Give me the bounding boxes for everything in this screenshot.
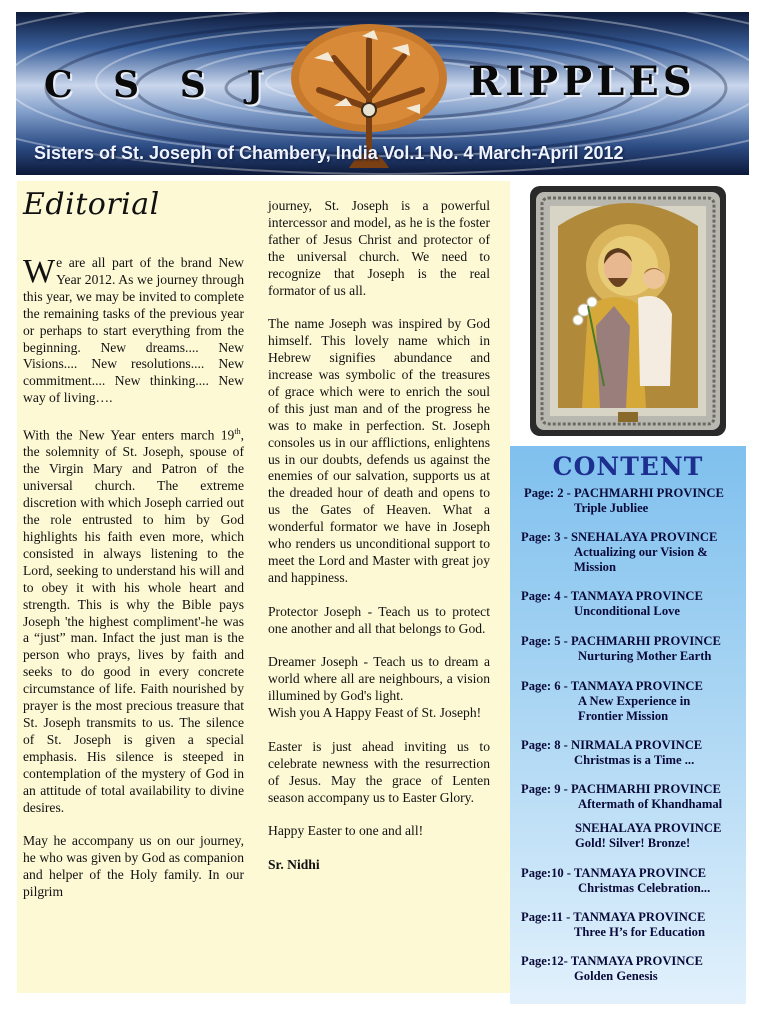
contents-entry[interactable]: Page: 9 - PACHMARHI PROVINCE Aftermath of Khandhamal (521, 782, 723, 811)
contents-entry[interactable]: Page:12- TANMAYA PROVINCE Golden Genesis (521, 954, 703, 983)
editorial-panel (17, 181, 510, 993)
masthead-banner (16, 12, 749, 175)
editorial-signature: Sr. Nidhi (268, 857, 320, 873)
editorial-paragraph: Happy Easter to one and all! (268, 823, 424, 839)
editorial-paragraph: The name Joseph was inspired by God himself. This lovely name which in Hebrew signifies abundance and increase was symbolic of the treasures of grace which were to enrich the soul of this just man and of the progress he was to make in perfection. St. Joseph consoles us in our afflictions, enlightens us in our doubts, defends us against the enemies of our salvation, supports us at the dreaded hour of death and opens to us the Gates of Heaven. What a wonderful formator we have in Joseph who renders us unconditional support to meet the Lord and Master with great joy and happiness. (268, 316, 490, 585)
st-joseph-icon-image (530, 186, 726, 436)
contents-entry[interactable]: Page: 2 - PACHMARHI PROVINCE Triple Jubliee (524, 486, 724, 515)
editorial-paragraph: Easter is just ahead inviting us to celebrate newness with the resurrection of Jesus. May the grace of Lenten season accompany us to Easter Glory. (268, 738, 490, 805)
contents-entry[interactable]: Page:10 - TANMAYA PROVINCE Christmas Celebration... (521, 866, 711, 895)
contents-entry[interactable]: Page: 3 - SNEHALAYA PROVINCE Actualizing our Vision & Mission (521, 530, 718, 574)
contents-panel (510, 446, 746, 1004)
contents-entry[interactable]: SNEHALAYA PROVINCE Gold! Silver! Bronze! (575, 821, 722, 850)
editorial-column-2 (268, 198, 490, 891)
editorial-column-1 (23, 255, 244, 918)
drop-cap: W (23, 253, 56, 290)
contents-entry[interactable]: Page: 5 - PACHMARHI PROVINCE Nurturing Mother Earth (521, 634, 721, 663)
contents-entry[interactable]: Page:11 - TANMAYA PROVINCE Three H’s for Education (521, 910, 706, 939)
contents-entry[interactable]: Page: 6 - TANMAYA PROVINCE A New Experience in Frontier Mission (521, 679, 703, 723)
editorial-paragraph: We are all part of the brand New Year 2012. As we journey through this year, we may be invited to complete the remaining tasks of the previous year or perhaps to start everything from the beginning. New dreams.... New Visions.... New resolutions.... New commitment.... New thinking.... New way of living…. (23, 253, 244, 406)
editorial-paragraph: Dreamer Joseph - Teach us to dream a world where all are neighbours, a vision illumined by God's light. (268, 654, 490, 704)
masthead-title-ripples: RIPPLES (468, 58, 696, 105)
contents-entry[interactable]: Page: 8 - NIRMALA PROVINCE Christmas is a Time ... (521, 738, 703, 767)
contents-entry[interactable]: Page: 4 - TANMAYA PROVINCE Unconditional Love (521, 589, 703, 618)
editorial-paragraph: Wish you A Happy Feast of St. Joseph! (268, 705, 482, 721)
editorial-paragraph: journey, St. Joseph is a powerful intercessor and model, as he is the foster father of Jesus Christ and protector of the universal church. We need to recognize that Joseph is the real formator of us all. (268, 198, 490, 298)
editorial-paragraph: With the New Year enters march 19th, the solemnity of St. Joseph, spouse of the Virgin Mary and Patron of the universal church. The extreme discretion with which Joseph carried out the role entrusted to him by God highlights his faith even more, which consisted in always listening to the Lord, seeking to understand his will and to obey it with his whole heart and strength. This is why the Bible pays Joseph 'the highest compliment'-he was a “just” man. Infact the just man is the person who prays, lives by faith and seeks to do good in every concrete circumstance of life. Faith nourished by prayer is the most precious treasure that St. Joseph transmits to us. The silence of St. Joseph is given a special emphasis. His silence is steeped in contemplation of the mystery of God in an attitude of total availability to divine desires. (23, 427, 244, 815)
contents-heading: CONTENT (552, 452, 704, 481)
masthead-subtitle: Sisters of St. Joseph of Chambery, India Vol.1 No. 4 March-April 2012 (34, 143, 624, 163)
editorial-heading: Editorial (23, 187, 160, 222)
editorial-paragraph: Protector Joseph - Teach us to protect one another and all that belongs to God. (268, 603, 490, 636)
masthead-title-cssj: C S S J (44, 64, 278, 106)
editorial-paragraph: May he accompany us on our journey, he who was given by God as companion and helper of the Holy family. In our pilgrim (23, 833, 244, 900)
